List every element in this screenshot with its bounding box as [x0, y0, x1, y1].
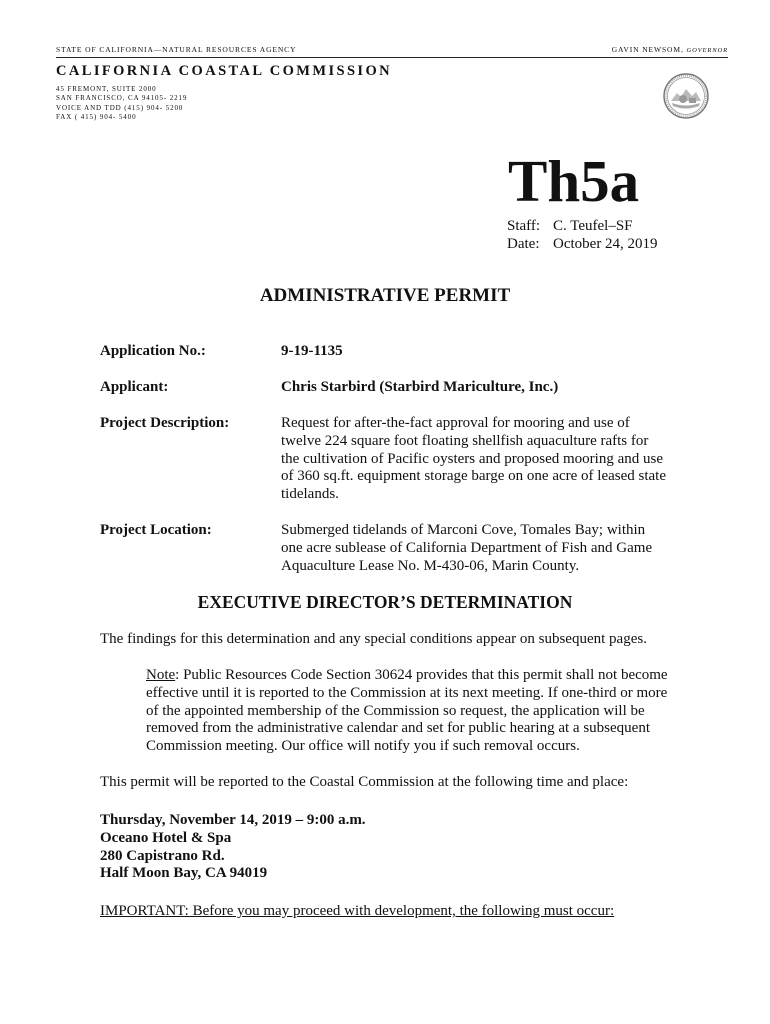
meeting-line: Oceano Hotel & Spa: [100, 829, 232, 846]
note-block: [146, 667, 686, 756]
staff-info: [507, 218, 658, 253]
governor-line: [612, 45, 728, 54]
description-line: of 360 sq.ft. equipment storage barge on one acre of leased state: [281, 468, 667, 485]
note-line: of the appointed membership of the Commission so request, the application will be: [146, 702, 645, 719]
permit-title: ADMINISTRATIVE PERMIT: [259, 285, 511, 306]
address-line: FAX ( 415) 904- 5400: [56, 112, 137, 121]
meeting-line: Thursday, November 14, 2019 – 9:00 a.m.: [100, 812, 366, 828]
commission-address: [56, 85, 187, 122]
description-label: Project Description:: [100, 415, 230, 431]
staff-label: Staff:: [507, 218, 541, 234]
state-seal-icon: [663, 73, 709, 119]
location-label: Project Location:: [100, 522, 212, 538]
report-sentence: This permit will be reported to the Coastal Commission at the following time and place:: [100, 774, 629, 790]
address-line: SAN FRANCISCO, CA 94105- 2219: [56, 94, 188, 103]
application-value: 9-19-1135: [281, 343, 343, 359]
date-row: [507, 236, 658, 254]
description-line: twelve 224 square foot floating shellfish aquaculture rafts for: [281, 432, 649, 449]
note-line: [146, 667, 686, 685]
governor-title: GOVERNOR: [686, 47, 728, 54]
description-value: [281, 415, 681, 504]
description-line: Request for after-the-fact approval for mooring and use of: [281, 415, 630, 431]
location-line: Submerged tidelands of Marconi Cove, Tomales Bay; within: [281, 522, 646, 538]
note-line: removed from the administrative calendar and set for public hearing at a subsequent: [146, 720, 650, 737]
date-value: October 24, 2019: [553, 235, 658, 252]
note-line: Commission meeting. Our office will notify you if such removal occurs.: [146, 738, 580, 755]
meeting-line: Half Moon Bay, CA 94019: [100, 865, 268, 882]
important-notice: IMPORTANT: Before you may proceed with development, the following must occur:: [100, 903, 615, 919]
header-rule: [56, 57, 728, 58]
determination-title: EXECUTIVE DIRECTOR’S DETERMINATION: [197, 592, 573, 612]
meeting-info: [100, 812, 366, 883]
description-line: the cultivation of Pacific oysters and proposed mooring and use: [281, 450, 663, 467]
location-line: Aquaculture Lease No. M-430-06, Marin County.: [281, 557, 580, 574]
application-label: Application No.:: [100, 343, 206, 359]
applicant-label: Applicant:: [100, 379, 169, 395]
note-line: effective until it is reported to the Commission at its next meeting. If one-third or more: [146, 684, 668, 701]
note-first-line: : Public Resources Code Section 30624 provides that this permit shall not become: [175, 667, 668, 683]
agency-line: STATE OF CALIFORNIA—NATURAL RESOURCES AGENCY: [56, 45, 297, 54]
note-label: Note: [146, 667, 176, 683]
findings-text: The findings for this determination and any special conditions appear on subsequent pages.: [100, 631, 647, 647]
date-label: Date:: [507, 235, 540, 252]
staff-row: [507, 218, 658, 236]
address-line: VOICE AND TDD (415) 904- 5200: [56, 103, 184, 112]
description-line: tidelands.: [281, 486, 339, 503]
agenda-item-code: Th5a: [508, 148, 640, 214]
address-line: 45 FREMONT, SUITE 2000: [56, 85, 157, 93]
meeting-line: 280 Capistrano Rd.: [100, 847, 225, 864]
applicant-value: Chris Starbird (Starbird Mariculture, Inc.): [281, 379, 559, 395]
location-value: [281, 522, 681, 575]
governor-name: GAVIN NEWSOM,: [611, 45, 687, 54]
staff-value: C. Teufel–SF: [553, 218, 633, 234]
location-line: one acre sublease of California Department of Fish and Game: [281, 539, 653, 556]
commission-name: CALIFORNIA COASTAL COMMISSION: [56, 63, 393, 79]
